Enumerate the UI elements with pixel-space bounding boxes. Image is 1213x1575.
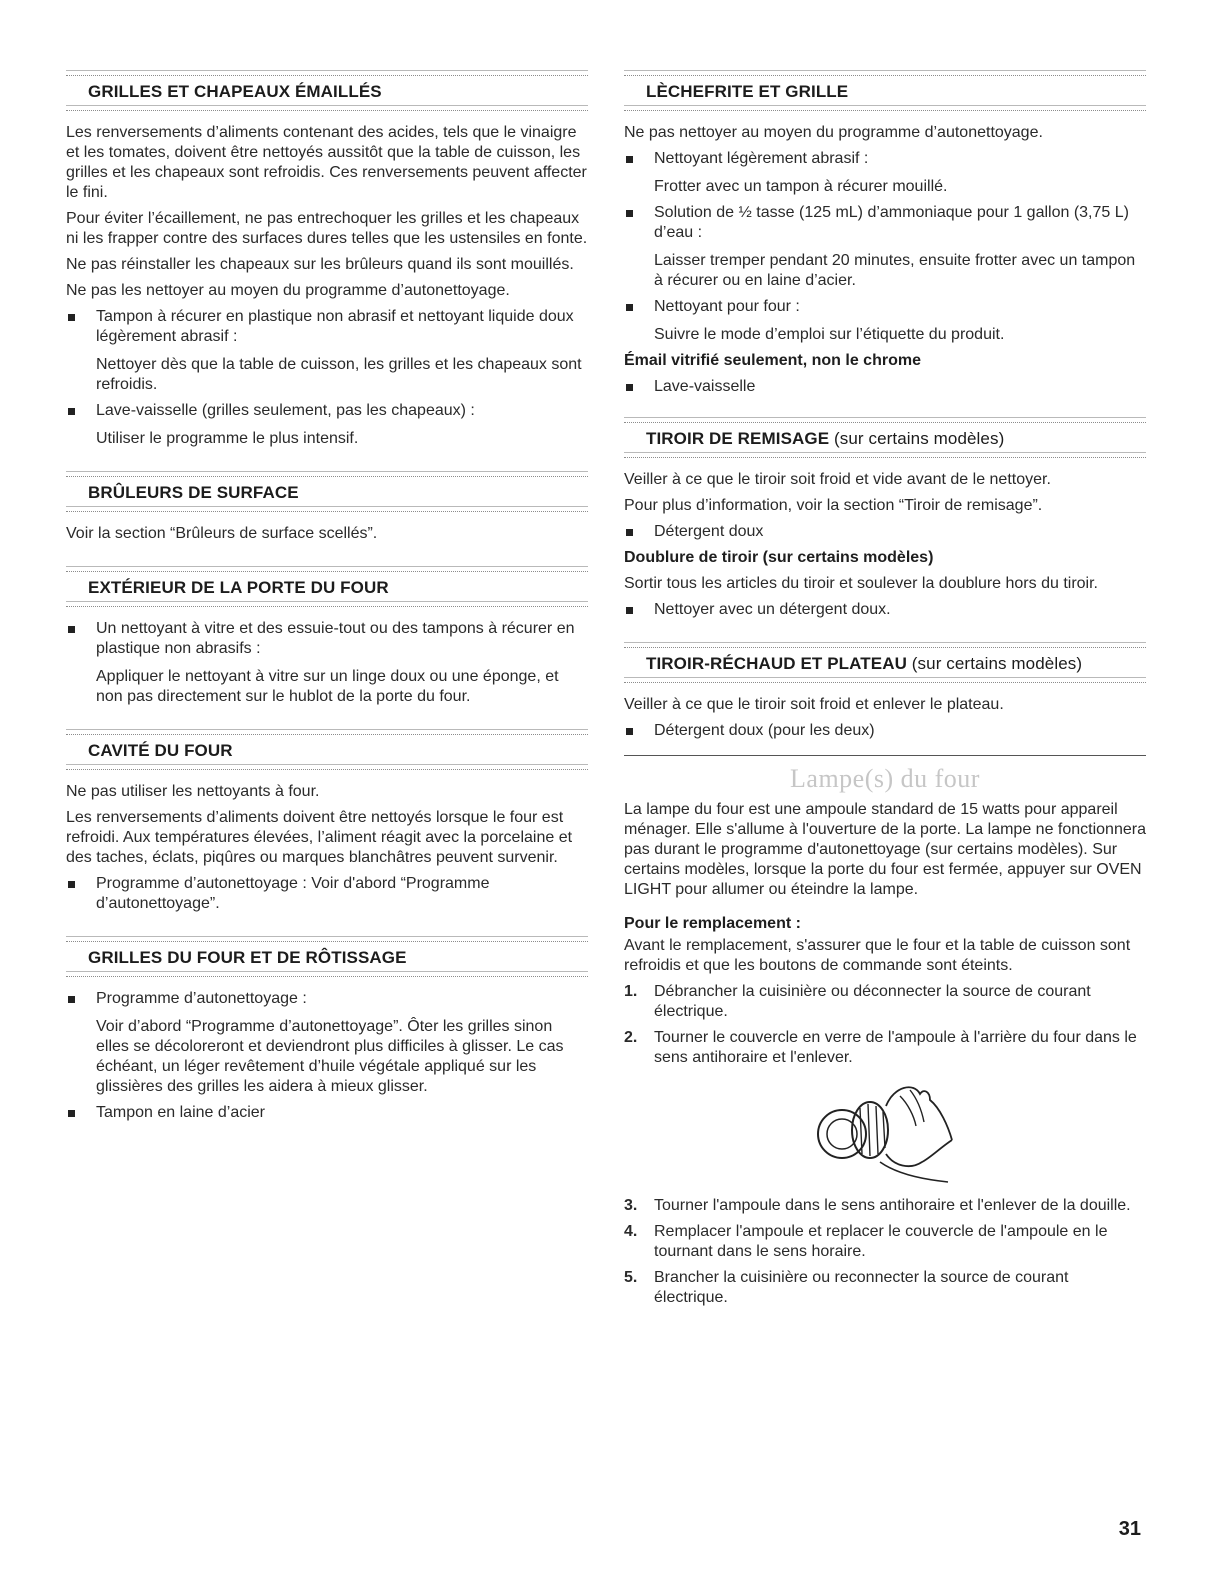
divider xyxy=(66,70,588,76)
step-text: Brancher la cuisinière ou reconnecter la source de courant électrique. xyxy=(654,1269,1069,1306)
step-number: 5. xyxy=(624,1269,638,1286)
numbered-step xyxy=(624,1028,1146,1068)
step-number: 3. xyxy=(624,1197,638,1214)
divider xyxy=(66,729,588,735)
bullet-square-icon xyxy=(626,210,633,217)
bullet-detail: Voir d’abord “Programme d’autonettoyage”. Ôter les grilles sinon elles se décoloreront et deviendront plus difficiles à glisser. Le cas échéant, un léger revêtement d’huile végétale appliqué sur les glissières des grilles les aidera à mieux glisser. xyxy=(96,1018,564,1095)
bullet-square-icon xyxy=(626,728,633,735)
section-title xyxy=(646,429,1146,449)
step-number: 4. xyxy=(624,1223,638,1240)
section-title-main: TIROIR DE REMISAGE xyxy=(646,429,830,448)
section-title-main: TIROIR-RÉCHAUD ET PLATEAU xyxy=(646,654,907,673)
left-column xyxy=(66,62,588,1123)
step-text: Débrancher la cuisinière ou déconnecter la source de courant électrique. xyxy=(654,983,1091,1020)
section-title: LÈCHEFRITE ET GRILLE xyxy=(646,82,849,101)
section-title-suffix: (sur certains modèles) xyxy=(829,429,1005,448)
divider xyxy=(66,566,588,572)
numbered-step xyxy=(624,1222,1146,1262)
bullet-item xyxy=(66,1103,588,1123)
bullet-item xyxy=(66,307,588,347)
paragraph: Ne pas utiliser les nettoyants à four. xyxy=(66,783,320,800)
bullet-text: Un nettoyant à vitre et des essuie-tout ou des tampons à récurer en plastique non abrasifs : xyxy=(96,620,575,657)
bulb-cover-illustration xyxy=(624,1078,1146,1188)
step-text: Remplacer l'ampoule et replacer le couvercle de l'ampoule en le tournant dans le sens horaire. xyxy=(654,1223,1108,1260)
paragraph: Les renversements d’aliments doivent être nettoyés lorsque le four est refroidi. Aux températures élevées, l’aliment réagit avec la porcelaine et des taches, éclats, piqûres ou marques blanchâtres peuvent survenir. xyxy=(66,809,573,866)
paragraph: Veiller à ce que le tiroir soit froid et enlever le plateau. xyxy=(624,696,1004,713)
paragraph: Avant le remplacement, s'assurer que le four et la table de cuisson sont refroidis et que les boutons de commande sont éteints. xyxy=(624,937,1131,974)
divider xyxy=(624,417,1146,423)
bullet-detail: Nettoyer dès que la table de cuisson, les grilles et les chapeaux sont refroidis. xyxy=(96,356,582,393)
section-title: GRILLES DU FOUR ET DE RÔTISSAGE xyxy=(88,948,407,967)
section-title xyxy=(646,654,1146,674)
section-title-suffix: (sur certains modèles) xyxy=(906,654,1083,673)
bullet-text: Tampon en laine d’acier xyxy=(96,1104,265,1121)
bullet-item xyxy=(66,619,588,659)
section-header xyxy=(624,409,1146,464)
bullet-text: Tampon à récurer en plastique non abrasif et nettoyant liquide doux légèrement abrasif : xyxy=(96,308,574,345)
bullet-text: Programme d’autonettoyage : xyxy=(96,990,307,1007)
divider xyxy=(624,105,1146,111)
divider xyxy=(624,70,1146,76)
bullet-square-icon xyxy=(68,1110,75,1117)
paragraph: Les renversements d’aliments contenant des acides, tels que le vinaigre et les tomates, doivent être nettoyés aussitôt que la table de cuisson, les grilles et les chapeaux sont refroidis. Ces renversements peuvent affecter le fini. xyxy=(66,124,587,201)
bullet-text: Solution de ½ tasse (125 mL) d’ammoniaque pour 1 gallon (3,75 L) d’eau : xyxy=(654,204,1129,241)
divider xyxy=(624,642,1146,648)
hand-turning-bulb-cover-icon xyxy=(790,1078,980,1188)
paragraph: La lampe du four est une ampoule standard de 15 watts pour appareil ménager. Elle s'allume à l'ouverture de la porte. La lampe ne fonctionnera pas durant le programme d'autonettoyage (sur certains modèles). Sur certains modèles, lorsque la porte du four est fermée, appuyer sur OVEN LIGHT pour allumer ou éteindre la lampe. xyxy=(624,801,1146,898)
section-rule xyxy=(624,755,1146,756)
step-text: Tourner l'ampoule dans le sens antihoraire et l'enlever de la douille. xyxy=(654,1197,1131,1214)
bullet-text: Lave-vaisselle (grilles seulement, pas les chapeaux) : xyxy=(96,402,475,419)
divider xyxy=(66,971,588,977)
bullet-text: Lave-vaisselle xyxy=(654,378,756,395)
step-text: Tourner le couvercle en verre de l'ampoule à l'arrière du four dans le sens antihoraire et l'enlever. xyxy=(654,1029,1137,1066)
section-title: CAVITÉ DU FOUR xyxy=(88,741,233,760)
divider xyxy=(66,506,588,512)
bullet-square-icon xyxy=(68,626,75,633)
paragraph: Pour éviter l’écaillement, ne pas entrechoquer les grilles et les chapeaux ni les frapper contre des surfaces dures telles que les ustensiles en fonte. xyxy=(66,210,588,247)
subheading: Pour le remplacement : xyxy=(624,915,801,932)
bullet-square-icon xyxy=(68,996,75,1003)
bullet-item xyxy=(624,297,1146,317)
subheading: Émail vitrifié seulement, non le chrome xyxy=(624,352,921,369)
bullet-item xyxy=(66,874,588,914)
bullet-detail: Appliquer le nettoyant à vitre sur un linge doux ou une éponge, et non pas directement sur le hublot de la porte du four. xyxy=(96,668,559,705)
lamp-section-title: Lampe(s) du four xyxy=(790,764,980,793)
paragraph: Ne pas réinstaller les chapeaux sur les brûleurs quand ils sont mouillés. xyxy=(66,256,574,273)
bullet-item xyxy=(624,600,1146,620)
subheading: Doublure de tiroir (sur certains modèles) xyxy=(624,549,934,566)
paragraph: Voir la section “Brûleurs de surface scellés”. xyxy=(66,525,378,542)
bullet-text: Nettoyant légèrement abrasif : xyxy=(654,150,869,167)
divider xyxy=(66,471,588,477)
bullet-item xyxy=(66,401,588,421)
bullet-detail: Utiliser le programme le plus intensif. xyxy=(96,430,359,447)
bullet-item xyxy=(66,989,588,1009)
divider xyxy=(66,764,588,770)
divider xyxy=(624,452,1146,458)
divider xyxy=(66,936,588,942)
divider xyxy=(66,601,588,607)
section-title: EXTÉRIEUR DE LA PORTE DU FOUR xyxy=(88,578,389,597)
bullet-square-icon xyxy=(626,156,633,163)
bullet-text: Détergent doux xyxy=(654,523,764,540)
bullet-square-icon xyxy=(68,881,75,888)
bullet-detail: Laisser tremper pendant 20 minutes, ensuite frotter avec un tampon à récurer ou en laine d’acier. xyxy=(654,252,1136,289)
paragraph: Sortir tous les articles du tiroir et soulever la doublure hors du tiroir. xyxy=(624,575,1098,592)
section-header xyxy=(66,62,588,117)
step-number: 2. xyxy=(624,1029,638,1046)
bullet-square-icon xyxy=(626,384,633,391)
numbered-step xyxy=(624,982,1146,1022)
divider xyxy=(624,677,1146,683)
section-header xyxy=(624,62,1146,117)
bullet-item xyxy=(624,149,1146,169)
bullet-text: Détergent doux (pour les deux) xyxy=(654,722,875,739)
section-header xyxy=(66,721,588,776)
bullet-square-icon xyxy=(68,314,75,321)
paragraph: Ne pas les nettoyer au moyen du programme d’autonettoyage. xyxy=(66,282,510,299)
numbered-step xyxy=(624,1196,1146,1216)
bullet-detail: Frotter avec un tampon à récurer mouillé. xyxy=(654,178,948,195)
section-title: GRILLES ET CHAPEAUX ÉMAILLÉS xyxy=(88,82,382,101)
bullet-square-icon xyxy=(626,304,633,311)
bullet-square-icon xyxy=(626,607,633,614)
bullet-text: Nettoyer avec un détergent doux. xyxy=(654,601,891,618)
section-header xyxy=(66,928,588,983)
page-number: 31 xyxy=(1118,1518,1141,1540)
bullet-item xyxy=(624,203,1146,243)
bullet-square-icon xyxy=(68,408,75,415)
numbered-step xyxy=(624,1268,1146,1308)
bullet-square-icon xyxy=(626,529,633,536)
bullet-item xyxy=(624,721,1146,741)
bullet-text: Nettoyant pour four : xyxy=(654,298,800,315)
paragraph: Ne pas nettoyer au moyen du programme d’autonettoyage. xyxy=(624,124,1043,141)
section-header xyxy=(66,558,588,613)
section-header xyxy=(66,463,588,518)
bullet-text: Programme d’autonettoyage : Voir d'abord “Programme d’autonettoyage”. xyxy=(96,875,490,912)
paragraph: Pour plus d’information, voir la section “Tiroir de remisage”. xyxy=(624,497,1043,514)
divider xyxy=(66,105,588,111)
step-number: 1. xyxy=(624,983,638,1000)
paragraph: Veiller à ce que le tiroir soit froid et vide avant de le nettoyer. xyxy=(624,471,1051,488)
bullet-item xyxy=(624,377,1146,397)
right-column xyxy=(624,62,1146,1308)
bullet-item xyxy=(624,522,1146,542)
section-title: BRÛLEURS DE SURFACE xyxy=(88,483,299,502)
bullet-detail: Suivre le mode d’emploi sur l’étiquette du produit. xyxy=(654,326,1005,343)
section-header xyxy=(624,634,1146,689)
